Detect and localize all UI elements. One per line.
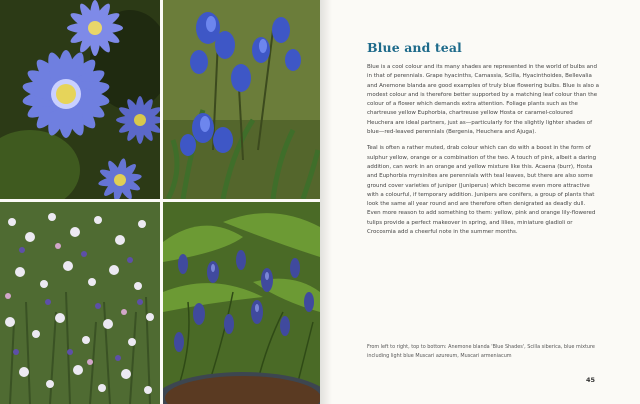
photo-caption: From left to right, top to bottom: Anemone blanda 'Blue Shades', Scilla siberica, blue mixture including light blue Muscari azureum, Muscari armeniacum bbox=[367, 344, 595, 359]
photo-blue-mixture bbox=[0, 202, 160, 404]
page-number: 45 bbox=[586, 376, 596, 384]
photo-scilla-siberica bbox=[163, 0, 320, 199]
text-column bbox=[367, 40, 599, 244]
photo-anemone-blanda bbox=[0, 0, 160, 199]
section-heading: Blue and teal bbox=[367, 40, 462, 55]
body-paragraph-blue: Blue is a cool colour and its many shades are represented in the world of bulbs and in that of perennials. Grape hyacinths, Camassia, Scilla, Hyacinthoides, Bellevalia and Anemone blanda are good examples of truly blue flowering bulbs. Blue is also a modest colour and is therefore better supported by a matching leaf colour than the colour of a flower which demands extra attention. Foliage plants such as the chartreuse yellow Euphorbia, chartreuse yellow Hosta or caramel-coloured Heuchera are ideal partners, just as—particularly for the slightly lighter shades of blue—red-leaved perennials (Bergenia, Heuchera and Ajuga). bbox=[367, 64, 599, 136]
body-paragraph-teal: Teal is often a rather muted, drab colour which can do with a boost in the form of sulphur yellow, orange or a combination of the two. A touch of pink, albeit a daring addition, can work in an orange and yellow mixture like this. Acaena (burr), Hosta and Euphorbia myrsinites are perennials with teal leaves, but there are also some ground cover varieties of juniper (Juniperus) which become even more attractive with a colourful, if temporary addition. Junipers are conifers, a group of plants that look the same all year round and are therefore often denigrated as deadly dull. Even more reason to add something to them: yellow, pink and orange lily-flowered tulips provide a perfect makeover in spring, and lilies, miniature gladioli or Crocosmia add a cheerful note in the summer months. bbox=[367, 145, 597, 236]
photo-muscari bbox=[163, 202, 320, 404]
page-gutter-shadow bbox=[320, 0, 332, 404]
